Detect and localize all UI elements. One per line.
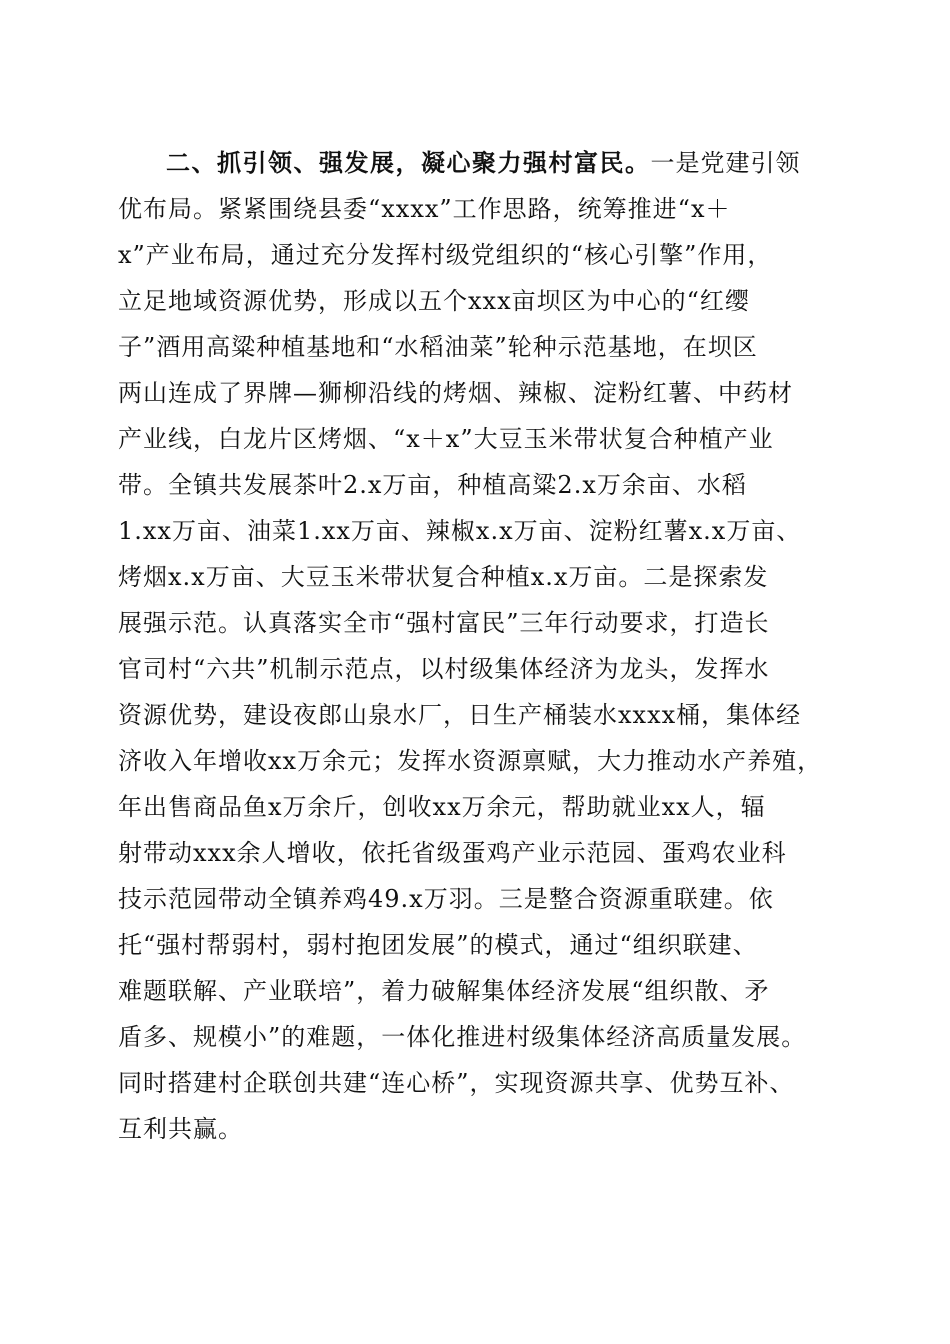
paragraph-line: 1.xx万亩、油菜1.xx万亩、辣椒x.x万亩、淀粉红薯x.x万亩、 bbox=[118, 517, 802, 545]
paragraph-line: 技示范园带动全镇养鸡49.x万羽。三是整合资源重联建。依 bbox=[118, 885, 774, 913]
paragraph-line bbox=[118, 140, 838, 186]
body-paragraph bbox=[118, 140, 838, 1152]
paragraph-line: 优布局。紧紧围绕县委“xxxx”工作思路，统筹推进“x＋ bbox=[118, 195, 731, 223]
paragraph-line: 射带动xxx余人增收，依托省级蛋鸡产业示范园、蛋鸡农业科 bbox=[118, 839, 787, 867]
paragraph-line: 产业线，白龙片区烤烟、“x＋x”大豆玉米带状复合种植产业 bbox=[118, 425, 774, 453]
paragraph-line: 资源优势，建设夜郎山泉水厂，日生产桶装水xxxx桶，集体经 bbox=[118, 701, 802, 729]
paragraph-line: 盾多、规模小”的难题，一体化推进村级集体经济高质量发展。 bbox=[118, 1023, 807, 1051]
paragraph-line: 两山连成了界牌—狮柳沿线的烤烟、辣椒、淀粉红薯、中药材 bbox=[118, 379, 793, 407]
paragraph-text: 一是党建引领 bbox=[650, 149, 801, 177]
paragraph-line: 立足地域资源优势，形成以五个xxx亩坝区为中心的“红缨 bbox=[118, 287, 750, 315]
paragraph-line: 烤烟x.x万亩、大豆玉米带状复合种植x.x万亩。二是探索发 bbox=[118, 563, 769, 591]
paragraph-line: 子”酒用高粱种植基地和“水稻油菜”轮种示范基地，在坝区 bbox=[118, 333, 758, 361]
paragraph-line: 托“强村帮弱村，弱村抱团发展”的模式，通过“组织联建、 bbox=[118, 931, 758, 959]
paragraph-line: 官司村“六共”机制示范点，以村级集体经济为龙头，发挥水 bbox=[118, 655, 770, 683]
paragraph-line: 同时搭建村企联创共建“连心桥”，实现资源共享、优势互补、 bbox=[118, 1069, 795, 1097]
paragraph-line: 展强示范。认真落实全市“强村富民”三年行动要求，打造长 bbox=[118, 609, 770, 637]
paragraph-line: 难题联解、产业联培”，着力破解集体经济发展“组织散、矛 bbox=[118, 977, 770, 1005]
paragraph-line: x”产业布局，通过充分发挥村级党组织的“核心引擎”作用， bbox=[118, 241, 773, 269]
section-heading: 二、抓引领、强发展，凝心聚力强村富民。 bbox=[166, 149, 651, 177]
paragraph-line: 互利共赢。 bbox=[118, 1115, 243, 1143]
paragraph-line: 带。全镇共发展茶叶2.x万亩，种植高粱2.x万余亩、水稻 bbox=[118, 471, 747, 499]
paragraph-line: 济收入年增收xx万余元；发挥水资源禀赋，大力推动水产养殖， bbox=[118, 747, 823, 775]
paragraph-line: 年出售商品鱼x万余斤，创收xx万余元，帮助就业xx人，辐 bbox=[118, 793, 766, 821]
